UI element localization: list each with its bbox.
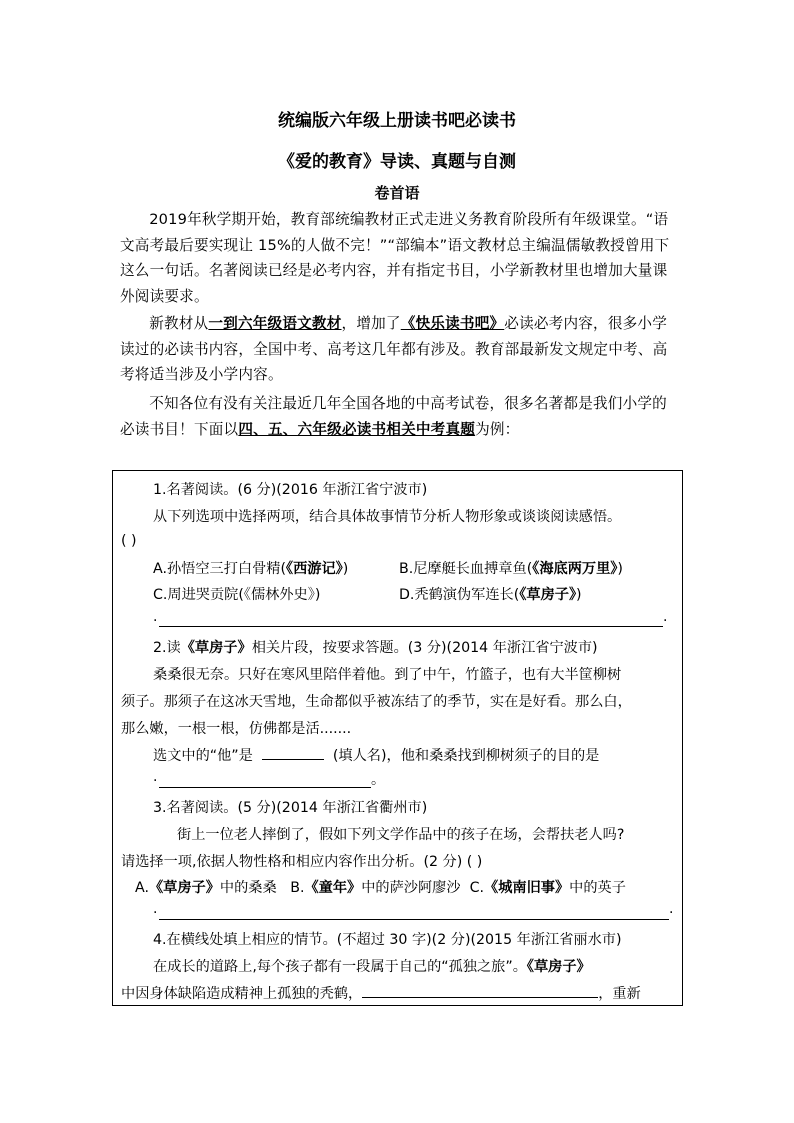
book-title: 《草房子》 bbox=[526, 959, 591, 975]
question-text: 2.读 bbox=[153, 640, 181, 656]
question-1-stem: 从下列选项中选择两项，结合具体故事情节分析人物形象或谈谈阅读感悟。 bbox=[153, 509, 622, 525]
option-text: C. bbox=[469, 880, 485, 896]
answer-dot: . bbox=[669, 901, 674, 917]
intro-text: 为例： bbox=[475, 420, 520, 438]
question-2-title bbox=[153, 637, 682, 657]
passage-line: 桑桑很无奈。只好在寒风里陪伴着他。到了中午，竹篮子，也有大半筐柳树 bbox=[153, 667, 622, 683]
question-4-stem bbox=[121, 983, 682, 1003]
option-text: ) bbox=[576, 587, 582, 603]
question-text: 中因身体缺陷造成精神上孤独的秃鹤， bbox=[121, 986, 363, 1002]
option-text: D.秃鹤演伪军连长( bbox=[399, 587, 520, 603]
question-1-title: 1.名著阅读。(6 分)(2016 年浙江省宁波市) bbox=[153, 482, 428, 498]
answer-dot: . bbox=[153, 609, 158, 625]
answer-line[interactable] bbox=[159, 787, 371, 788]
book-title: 《草房子》 bbox=[519, 587, 577, 603]
passage-line: 须子。那须子在这冰天雪地，生命都似乎被冻结了的季节，实在是好看。那么白， bbox=[121, 694, 632, 710]
answer-line[interactable] bbox=[159, 919, 669, 920]
question-text: (填人名)，他和桑桑找到柳树须子的目的是 bbox=[332, 748, 600, 764]
answer-line[interactable] bbox=[159, 626, 663, 627]
question-text: ，重新 bbox=[598, 986, 641, 1002]
passage-line: 那么嫩，一根一根，仿佛都是活....... bbox=[121, 721, 352, 737]
question-3-title: 3.名著阅读。(5 分)(2014 年浙江省衢州市) bbox=[153, 800, 428, 816]
option-text: ) bbox=[617, 561, 623, 577]
book-title: 《童年》 bbox=[304, 880, 362, 896]
emphasis-text: 一到六年级语文教材 bbox=[208, 315, 342, 332]
book-title: 《海底两万里》 bbox=[532, 561, 618, 577]
intro-text: 新教材从 bbox=[149, 315, 209, 332]
emphasis-text: 四、五、六年级必读书相关中考真题 bbox=[238, 420, 476, 438]
option-b bbox=[399, 558, 623, 578]
answer-end-mark: 。 bbox=[371, 772, 385, 788]
question-4-title: 4.在横线处填上相应的情节。(不超过 30 字)(2 分)(2015 年浙江省丽水市) bbox=[153, 932, 622, 948]
question-text: 相关片段，按要求答题。(3 分)(2014 年浙江省宁波市) bbox=[251, 640, 598, 656]
fill-in-blank[interactable] bbox=[362, 983, 598, 998]
question-2-prompt bbox=[153, 745, 682, 765]
option-text: 中的萨沙阿廖沙 bbox=[361, 880, 461, 896]
intro-text: 必读必考内容，很多小学读过的必读书内容，全国中考、高考这几年都有涉及。教育部最新发文规定中考、高考将适当涉及小学内容。 bbox=[120, 315, 668, 383]
option-a bbox=[153, 558, 348, 578]
document-subtitle: 《爱的教育》导读、真题与自测 bbox=[278, 152, 516, 172]
preface-heading: 卷首语 bbox=[374, 184, 420, 202]
option-text: 中的英子 bbox=[569, 880, 626, 896]
answer-paren: ( ) bbox=[121, 533, 137, 549]
emphasis-text: 《快乐读书吧》 bbox=[400, 315, 505, 332]
intro-text: 不知各位有没有关注最近几年全国各地的中高考试卷，很多名著都是我们小学的必读书目！下面以 bbox=[120, 395, 667, 438]
book-title: 《草房子》 bbox=[148, 880, 220, 896]
option-text: ) bbox=[342, 561, 349, 577]
intro-paragraph-2 bbox=[120, 311, 680, 388]
option-text: 中的桑桑 bbox=[219, 880, 277, 896]
question-text: 选文中的“他”是 bbox=[153, 748, 253, 764]
question-4-stem bbox=[153, 956, 682, 976]
question-3-stem: 街上一位老人摔倒了，假如下列文学作品中的孩子在场，会帮扶老人吗? bbox=[177, 827, 625, 843]
question-text: 在成长的道路上,每个孩子都有一段属于自己的“孤独之旅”。 bbox=[153, 959, 527, 975]
document-title: 统编版六年级上册读书吧必读书 bbox=[278, 111, 516, 131]
intro-paragraph-3 bbox=[120, 391, 680, 442]
option-text: B.尼摩艇长血搏章鱼( bbox=[399, 561, 533, 577]
option-text: B. bbox=[290, 880, 305, 896]
book-title: 《草房子》 bbox=[180, 640, 252, 656]
book-title: 《西游记》 bbox=[286, 561, 343, 577]
question-3-options bbox=[135, 877, 682, 897]
exam-questions-box bbox=[112, 470, 683, 1006]
answer-dot: . bbox=[153, 901, 158, 917]
intro-paragraph-1: 2019年秋学期开始，教育部统编教材正式走进义务教育阶段所有年级课堂。“语文高考最后要实现让 15%的人做不完！”“部编本”语文教材总主编温儒敏教授曾用下这么一句话。名著阅读已经是必考内容，并有指定书目，小学新教材里也增加大量课外阅读要求。 bbox=[120, 211, 670, 305]
option-c: C.周进哭贡院(《儒林外史》) bbox=[153, 587, 321, 603]
intro-text: ，增加了 bbox=[341, 315, 401, 332]
fill-in-blank[interactable] bbox=[262, 745, 324, 760]
book-title: 《城南旧事》 bbox=[484, 880, 570, 896]
option-text: A. bbox=[135, 880, 149, 896]
question-3-stem: 请选择一项,依据人物性格和相应内容作出分析。(2 分) ( ) bbox=[121, 854, 483, 870]
option-text: A.孙悟空三打白骨精( bbox=[153, 561, 287, 577]
option-d bbox=[399, 584, 582, 604]
answer-dot: . bbox=[663, 609, 668, 625]
answer-dot: . bbox=[153, 769, 158, 785]
